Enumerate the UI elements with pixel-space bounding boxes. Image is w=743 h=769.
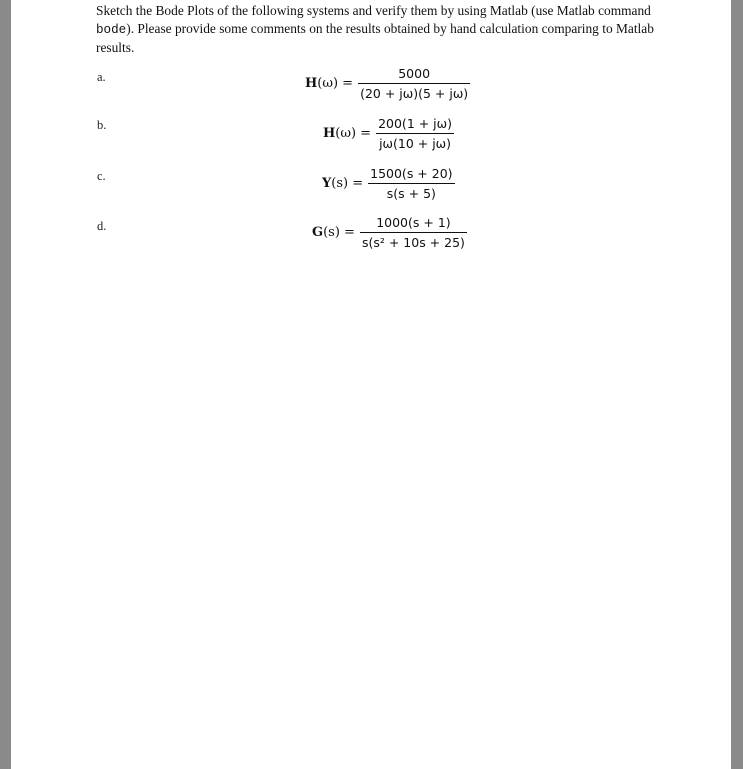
equation-a-arg: (ω) = bbox=[317, 76, 354, 91]
equation-d-numerator: 1000(s + 1) bbox=[376, 215, 451, 230]
equation-d bbox=[312, 215, 467, 250]
document-page bbox=[11, 0, 731, 769]
item-label-c: c. bbox=[97, 169, 106, 183]
equation-d-fraction bbox=[360, 215, 467, 250]
equation-b-arg: (ω) = bbox=[335, 126, 372, 141]
equation-d-func: G bbox=[312, 225, 324, 240]
equation-a-lhs bbox=[305, 76, 353, 91]
equation-b-fraction bbox=[376, 116, 454, 151]
equation-d-arg: (s) = bbox=[323, 225, 355, 240]
equation-a-numerator: 5000 bbox=[398, 66, 431, 81]
problem-statement bbox=[96, 2, 656, 57]
equation-c-lhs bbox=[322, 176, 363, 191]
equation-c-denominator: s(s + 5) bbox=[386, 186, 436, 201]
equation-a-func: H bbox=[305, 76, 318, 91]
equation-a-fraction bbox=[358, 66, 470, 101]
statement-text-end: ). Please provide some comments on the results obtained by hand calculation comparing to Matlab results. bbox=[96, 20, 654, 55]
statement-text-start: Sketch the Bode Plots of the following systems and verify them by using Matlab (use Matlab command bbox=[96, 3, 651, 18]
equation-d-lhs bbox=[312, 225, 355, 240]
item-label-b: b. bbox=[97, 118, 107, 132]
equation-a bbox=[305, 66, 470, 101]
equation-c-fraction bbox=[368, 166, 454, 201]
equation-c-arg: (s) = bbox=[331, 176, 364, 191]
equation-a-denominator: (20 + jω)(5 + jω) bbox=[360, 86, 469, 101]
equation-b-numerator: 200(1 + jω) bbox=[378, 116, 453, 131]
item-label-d: d. bbox=[97, 219, 107, 233]
equation-b bbox=[323, 116, 454, 151]
equation-c-func: Y bbox=[322, 176, 332, 191]
item-label-a: a. bbox=[97, 70, 106, 84]
equation-d-denominator: s(s² + 10s + 25) bbox=[361, 235, 465, 250]
equation-b-denominator: jω(10 + jω) bbox=[379, 136, 452, 151]
equation-b-lhs bbox=[323, 126, 371, 141]
equation-b-func: H bbox=[323, 126, 336, 141]
equation-c-numerator: 1500(s + 20) bbox=[370, 166, 453, 181]
equation-c bbox=[322, 166, 455, 201]
statement-code: bode bbox=[96, 22, 127, 37]
